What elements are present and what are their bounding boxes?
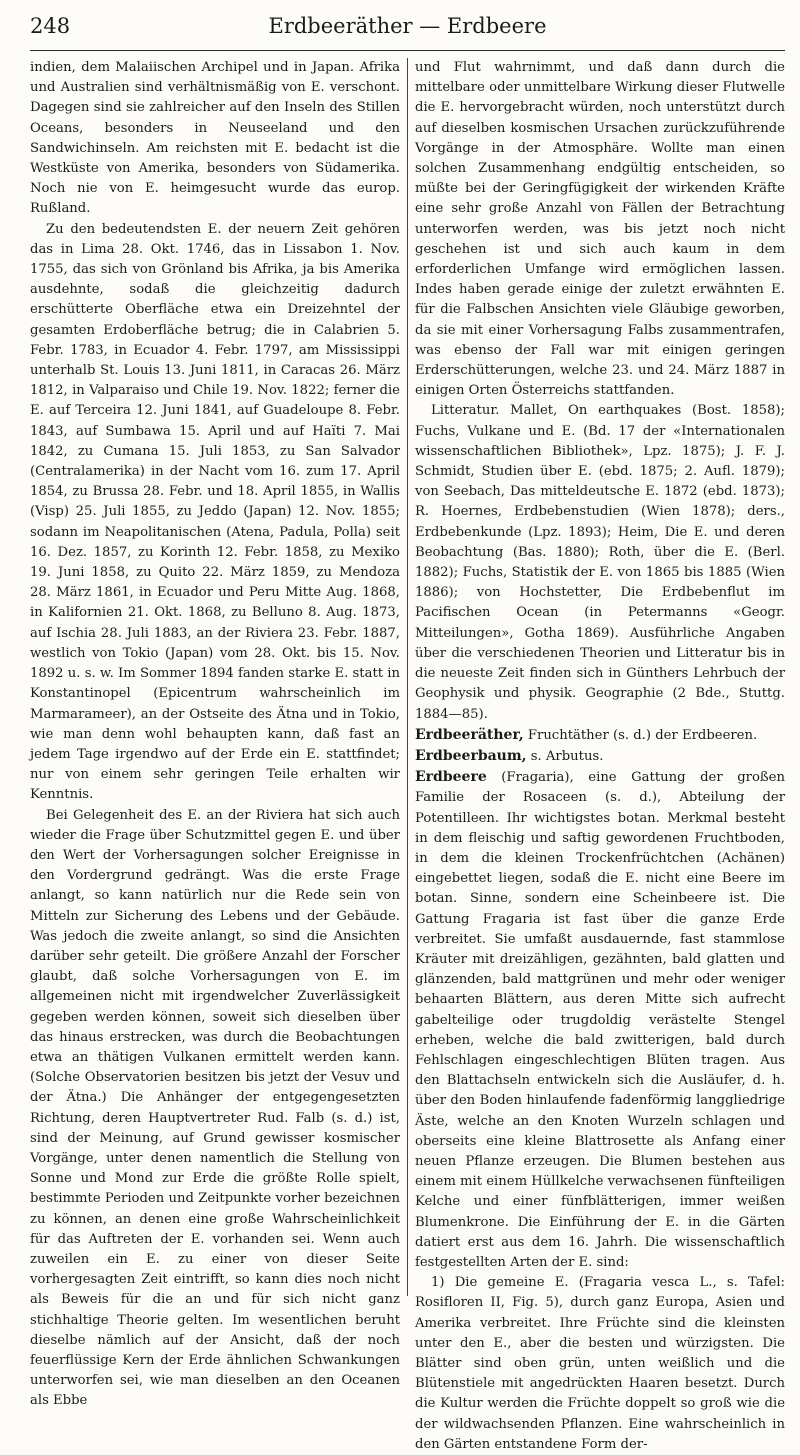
right-column: [415, 58, 785, 1455]
entry-lemma: Erdbeeräther,: [415, 726, 524, 743]
entry-lemma: Erdbeerbaum,: [415, 747, 527, 764]
dictionary-page: [30, 14, 785, 1452]
dictionary-entry: [415, 746, 785, 767]
column-divider: [407, 58, 408, 1296]
paragraph: und Flut wahrnimmt, und daß dann durch die mittelbare oder unmittelbare Wirkung dieser Flutwelle die E. hervorgebracht würden, noch unterstützt durch auf dieselben kosmischen Ursachen zurückzuführende Vorgänge in der Atmosphäre. Wollte man einen solchen Zusammenhang endgültig entscheiden, so müßte bei der Geringfügigkeit der wirkenden Kräfte eine sehr große Anzahl von Fällen der Betrachtung unterworfen werden, was bis jetzt noch nicht geschehen ist und sich auch kaum in dem erforderlichen Umfange wird ermöglichen lassen. Indes haben gerade einige der zuletzt erwähnten E. für die Falbschen Ansichten viele Gläubige geworben, da sie mit einer Vorhersagung Falbs zusammentrafen, was ebenso der Fall war mit einigen geringen Erderschütterungen, welche 23. und 24. März 1887 in einigen Orten Österreichs stattfanden.: [415, 60, 785, 399]
paragraph: Bei Gelegenheit des E. an der Riviera hat sich auch wieder die Frage über Schutzmittel gegen E. und über den Wert der Vorhersagungen solcher Ereignisse in den Vordergrund gedrängt. Was die erste Frage anlangt, so kann natürlich nur die Rede sein von Mitteln zur Sicherung des Lebens und der Gebäude. Was jedoch die zweite anlangt, so sind die Ansichten darüber sehr geteilt. Die größere Anzahl der Forscher glaubt, daß solche Vorhersagungen von E. im allgemeinen nicht mit irgendwelcher Zuverlässigkeit gegeben werden können, soweit sich dieselben über das hinaus erstrecken, was durch die Beobachtungen etwa an thätigen Vulkanen ermittelt werden kann. (Solche Observatorien besitzen bis jetzt der Vesuv und der Ätna.) Die Anhänger der entgegengesetzten Richtung, deren Hauptvertreter Rud. Falb (s. d.) ist, sind der Meinung, auf Grund gewisser kosmischer Vorgänge, unter denen namentlich die Stellung von Sonne und Mond zur Erde die größte Rolle spielt, bestimmte Perioden und Zeitpunkte vorher bezeichnen zu können, an denen eine große Wahrscheinlichkeit für das Auftreten der E. vorhanden sei. Wenn auch zuweilen ein E. zu einer von dieser Seite vorhergesagten Zeit eintrifft, so kann dies noch nicht als Beweis für die an und für sich nicht ganz stichhaltige Theorie gelten. Im wesentlichen beruht dieselbe nämlich auf der Ansicht, daß der noch feuerflüssige Kern der Erde ähnlichen Schwankungen unterworfen sei, wie man dieselben an den Oceanen als Ebbe: [30, 807, 400, 1409]
species-paragraph: 1) Die gemeine E. (Fragaria vesca L., s. Tafel: Rosifloren II, Fig. 5), durch ganz Europa, Asien und Amerika verbreitet. Ihre Früchte sind die kleinsten unter den E., aber die besten und würzigsten. Die Blätter sind oben grün, unten weißlich und die Blütenstiele mit angedrückten Haaren besetzt. Durch die Kultur werden die Früchte doppelt so groß wie die der wildwachsenden Pflanzen. Eine wahrscheinlich in den Gärten entstandene Form der-: [415, 1275, 785, 1452]
entry-lemma: Erdbeere: [415, 769, 487, 786]
entry-text: Fruchtäther (s. d.) der Erdbeeren.: [523, 727, 758, 743]
dictionary-entry: [415, 725, 785, 746]
paragraph: indien, dem Malaiischen Archipel und in Japan. Afrika und Australien sind verhältnismäßig von E. verschont. Dagegen sind sie zahlreicher auf den Inseln des Stillen Oceans, besonders in Neuseeland und den Sandwichinseln. Am reichsten mit E. bedacht ist die Westküste von Amerika, besonders von Südamerika. Noch nie von E. heimgesucht wurde das europ. Rußland.: [30, 60, 400, 217]
page-number: 248: [30, 14, 71, 38]
left-column: [30, 58, 400, 1412]
text-columns: [30, 58, 785, 1452]
paragraph: Zu den bedeutendsten E. der neuern Zeit gehören das in Lima 28. Okt. 1746, das in Lissabon 1. Nov. 1755, das sich von Grönland bis Afrika, ja bis Amerika ausdehnte, sodaß die gleichzeitig dadurch erschütterte Oberfläche etwa ein Dreizehntel der gesamten Erdoberfläche betrug; die in Calabrien 5. Febr. 1783, in Ecuador 4. Febr. 1797, am Mississippi unterhalb St. Louis 13. Juni 1811, in Caracas 26. März 1812, in Valparaiso und Chile 19. Nov. 1822; ferner die E. auf Terceira 12. Juni 1841, auf Guadeloupe 8. Febr. 1843, auf Sumbawa 15. April und auf Haïti 7. Mai 1842, zu Cumana 15. Juli 1853, zu San Salvador (Centralamerika) in der Nacht vom 16. zum 17. April 1854, zu Brussa 28. Febr. und 18. April 1855, in Wallis (Visp) 25. Juli 1855, zu Jeddo (Japan) 12. Nov. 1855; sodann im Neapolitanischen (Atena, Padula, Polla) seit 16. Dez. 1857, zu Korinth 12. Febr. 1858, zu Mexiko 19. Juni 1858, zu Quito 22. März 1859, zu Mendoza 28. März 1861, in Ecuador und Peru Mitte Aug. 1868, in Kalifornien 21. Okt. 1868, zu Belluno 8. Aug. 1873, auf Ischia 28. Juli 1883, an der Riviera 23. Febr. 1887, westlich von Tokio (Japan) vom 28. Okt. bis 15. Nov. 1892 u. s. w. Im Sommer 1894 fanden starke E. statt in Konstantinopel (Epicentrum wahrscheinlich im Marmarameer), an der Ostseite des Ätna und in Tokio, wie man denn wohl behaupten kann, daß fast an jedem Tage irgendwo auf der Erde ein E. stattfindet; nur von einem sehr geringen Teile erhalten wir Kenntnis.: [30, 221, 400, 803]
entry-text: (Fragaria), eine Gattung der großen Familie der Rosaceen (s. d.), Abteilung der Potentilleen. Ihr wichtigstes botan. Merkmal besteht in dem fleischig und saftig gewordenen Fruchtboden, in dem die kleinen Trockenfrüchtchen (Achänen) eingebettet liegen, sodaß die E. nicht eine Beere im botan. Sinne, sondern eine Scheinbeere ist. Die Gattung Fragaria ist fast über die ganze Erde verbreitet. Sie umfaßt ausdauernde, fast stammlose Kräuter mit dreizähligen, gezähnten, bald glatten und glänzenden, bald mattgrünen und mehr oder weniger behaarten Blättern, aus deren Mitte sich aufrecht gabelteilige oder trugdoldig verästelte Stengel erheben, welche die bald zwitterigen, bald durch Fehlschlagen eingeschlechtigen Blüten tragen. Aus den Blattachseln entwickeln sich die Ausläufer, d. h. über den Boden hinlaufende fadenförmig langgliedrige Äste, welche an den Knoten Wurzeln schlagen und oberseits eine kleine Blattrosette als Anfang einer neuen Pflanze erzeugen. Die Blumen bestehen aus einem mit einem Hüllkelche verwachsenen fünfteiligen Kelche und einer fünfblätterigen, immer weißen Blumenkrone. Die Einführung der E. in die Gärten datiert erst aus dem 16. Jahrh. Die wissenschaftlich festgestellten Arten der E. sind:: [415, 770, 785, 1270]
page-header: [30, 14, 785, 51]
entry-text: s. Arbutus.: [526, 748, 604, 764]
dictionary-entry: [415, 767, 785, 1273]
literature-paragraph: Litteratur. Mallet, On earthquakes (Bost. 1858); Fuchs, Vulkane und E. (Bd. 17 der «Internationalen wissenschaftlichen Bibliothek», Lpz. 1875); J. F. J. Schmidt, Studien über E. (ebd. 1875; 2. Aufl. 1879); von Seebach, Das mitteldeutsche E. 1872 (ebd. 1873); R. Hoernes, Erdbebenstudien (Wien 1878); ders., Erdbebenkunde (Lpz. 1893); Heim, Die E. und deren Beobachtung (Bas. 1880); Roth, über die E. (Berl. 1882); Fuchs, Statistik der E. von 1865 bis 1885 (Wien 1886); von Hochstetter, Die Erdbebenflut im Pacifischen Ocean (in Petermanns «Geogr. Mitteilungen», Gotha 1869). Ausführliche Angaben über die verschiedenen Theorien und Litteratur bis in die neueste Zeit finden sich in Günthers Lehrbuch der Geophysik und physik. Geographie (2 Bde., Stuttg. 1884—85).: [415, 403, 785, 722]
running-title: Erdbeeräther — Erdbeere: [268, 14, 547, 38]
